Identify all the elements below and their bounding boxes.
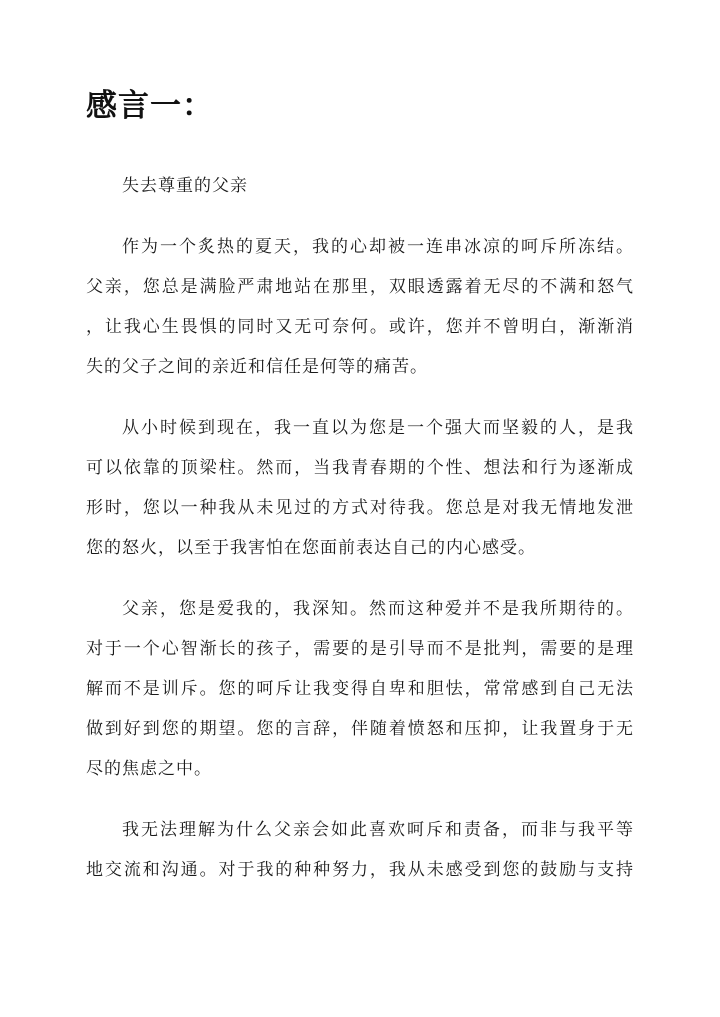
section-subtitle: 失去尊重的父亲 xyxy=(122,176,248,196)
paragraph-3 xyxy=(86,589,634,789)
paragraph-2 xyxy=(86,408,634,568)
text-line: 解而不是训斥。您的呵斥让我变得自卑和胆怯，常常感到自己无法 xyxy=(86,679,634,699)
page-title: 感言一： xyxy=(86,88,214,124)
paragraph-4 xyxy=(86,810,634,890)
text-line: 父亲，您是爱我的，我深知。然而这种爱并不是我所期待的。 xyxy=(122,599,634,619)
text-line: 可以依靠的顶梁柱。然而，当我青春期的个性、想法和行为逐渐成 xyxy=(86,458,634,478)
paragraph-1 xyxy=(86,227,634,387)
text-line: 尽的焦虑之中。 xyxy=(86,759,212,779)
text-line: 作为一个炙热的夏天，我的心却被一连串冰凉的呵斥所冻结。 xyxy=(122,237,634,257)
text-line: 地交流和沟通。对于我的种种努力，我从未感受到您的鼓励与支持 xyxy=(86,860,634,880)
text-line: 形时，您以一种我从未见过的方式对待我。您总是对我无情地发泄 xyxy=(86,498,634,518)
text-line: 做到好到您的期望。您的言辞，伴随着愤怒和压抑，让我置身于无 xyxy=(86,719,634,739)
text-line: 父亲，您总是满脸严肃地站在那里，双眼透露着无尽的不满和怒气 xyxy=(86,277,634,297)
text-line: 从小时候到现在，我一直以为您是一个强大而坚毅的人，是我 xyxy=(122,418,634,438)
text-line: 我无法理解为什么父亲会如此喜欢呵斥和责备，而非与我平等 xyxy=(122,820,634,840)
text-line: 您的怒火，以至于我害怕在您面前表达自己的内心感受。 xyxy=(86,538,536,558)
document-body xyxy=(86,166,634,911)
text-line: ，让我心生畏惧的同时又无可奈何。或许，您并不曾明白，渐渐消 xyxy=(86,317,634,337)
text-line: 对于一个心智渐长的孩子，需要的是引导而不是批判，需要的是理 xyxy=(86,639,634,659)
text-line: 失的父子之间的亲近和信任是何等的痛苦。 xyxy=(86,357,428,377)
